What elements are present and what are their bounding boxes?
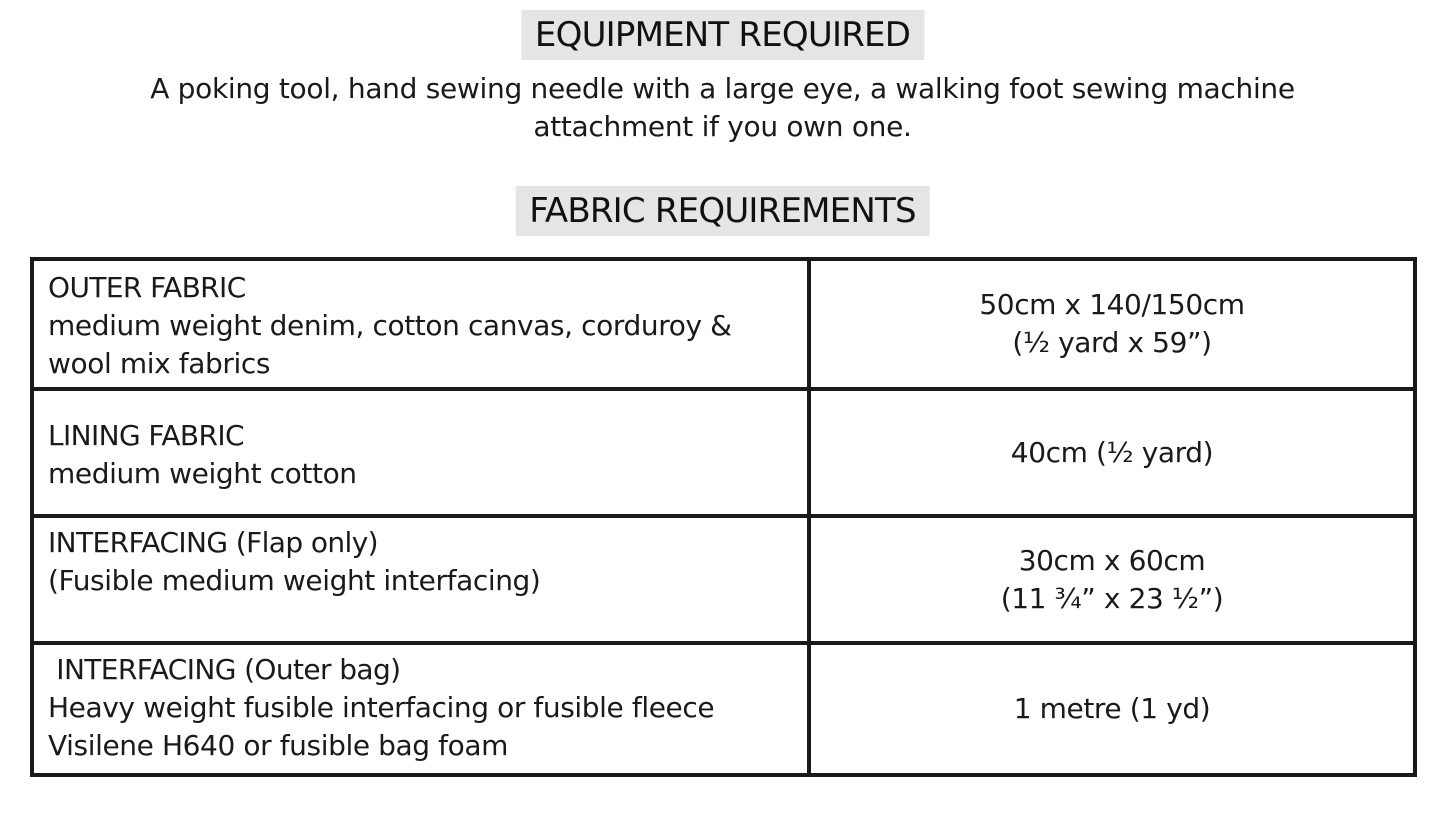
interfacing-flap-amount-cell bbox=[809, 516, 1415, 643]
interfacing-flap-amount-imperial: (11 ¾” x 23 ½”) bbox=[1000, 581, 1224, 615]
interfacing-bag-amount-cell bbox=[809, 643, 1415, 775]
interfacing-bag-name: INTERFACING (Outer bag) bbox=[48, 653, 401, 686]
lining-fabric-name: LINING FABRIC bbox=[48, 419, 244, 452]
interfacing-flap-amount-metric: 30cm x 60cm bbox=[1018, 543, 1206, 577]
outer-fabric-amount-metric: 50cm x 140/150cm bbox=[979, 288, 1245, 321]
table-row-interfacing-outer-bag bbox=[32, 643, 1415, 775]
outer-fabric-description: medium weight denim, cotton canvas, corduroy & wool mix fabrics bbox=[48, 309, 732, 380]
outer-fabric-amount-cell bbox=[809, 259, 1415, 389]
lining-fabric-amount: 40cm (½ yard) bbox=[1010, 435, 1214, 469]
equipment-text-line-2: attachment if you own one. bbox=[533, 110, 912, 143]
fabric-heading: FABRIC REQUIREMENTS bbox=[515, 186, 930, 236]
table-row-outer-fabric bbox=[32, 259, 1415, 389]
lining-fabric-description: medium weight cotton bbox=[48, 457, 357, 490]
interfacing-bag-amount: 1 metre (1 yd) bbox=[1013, 692, 1211, 725]
interfacing-flap-name: INTERFACING (Flap only) bbox=[48, 526, 378, 559]
equipment-heading: EQUIPMENT REQUIRED bbox=[521, 10, 924, 60]
equipment-description bbox=[0, 70, 1445, 146]
lining-fabric-description-cell bbox=[32, 389, 809, 516]
table-row-interfacing-flap bbox=[32, 516, 1415, 643]
interfacing-flap-description-cell bbox=[32, 516, 809, 643]
interfacing-flap-description: (Fusible medium weight interfacing) bbox=[48, 564, 541, 597]
lining-fabric-amount-cell bbox=[809, 389, 1415, 516]
outer-fabric-description-cell bbox=[32, 259, 809, 389]
outer-fabric-amount-imperial: (½ yard x 59”) bbox=[1012, 326, 1212, 359]
outer-fabric-name: OUTER FABRIC bbox=[48, 271, 246, 304]
fabric-requirements-table bbox=[30, 257, 1417, 777]
table-row-lining-fabric bbox=[32, 389, 1415, 516]
equipment-text-line-1: A poking tool, hand sewing needle with a large eye, a walking foot sewing machine bbox=[150, 72, 1295, 105]
interfacing-bag-description: Heavy weight fusible interfacing or fusible fleece Visilene H640 or fusible bag foam bbox=[48, 691, 715, 762]
interfacing-bag-description-cell bbox=[32, 643, 809, 775]
